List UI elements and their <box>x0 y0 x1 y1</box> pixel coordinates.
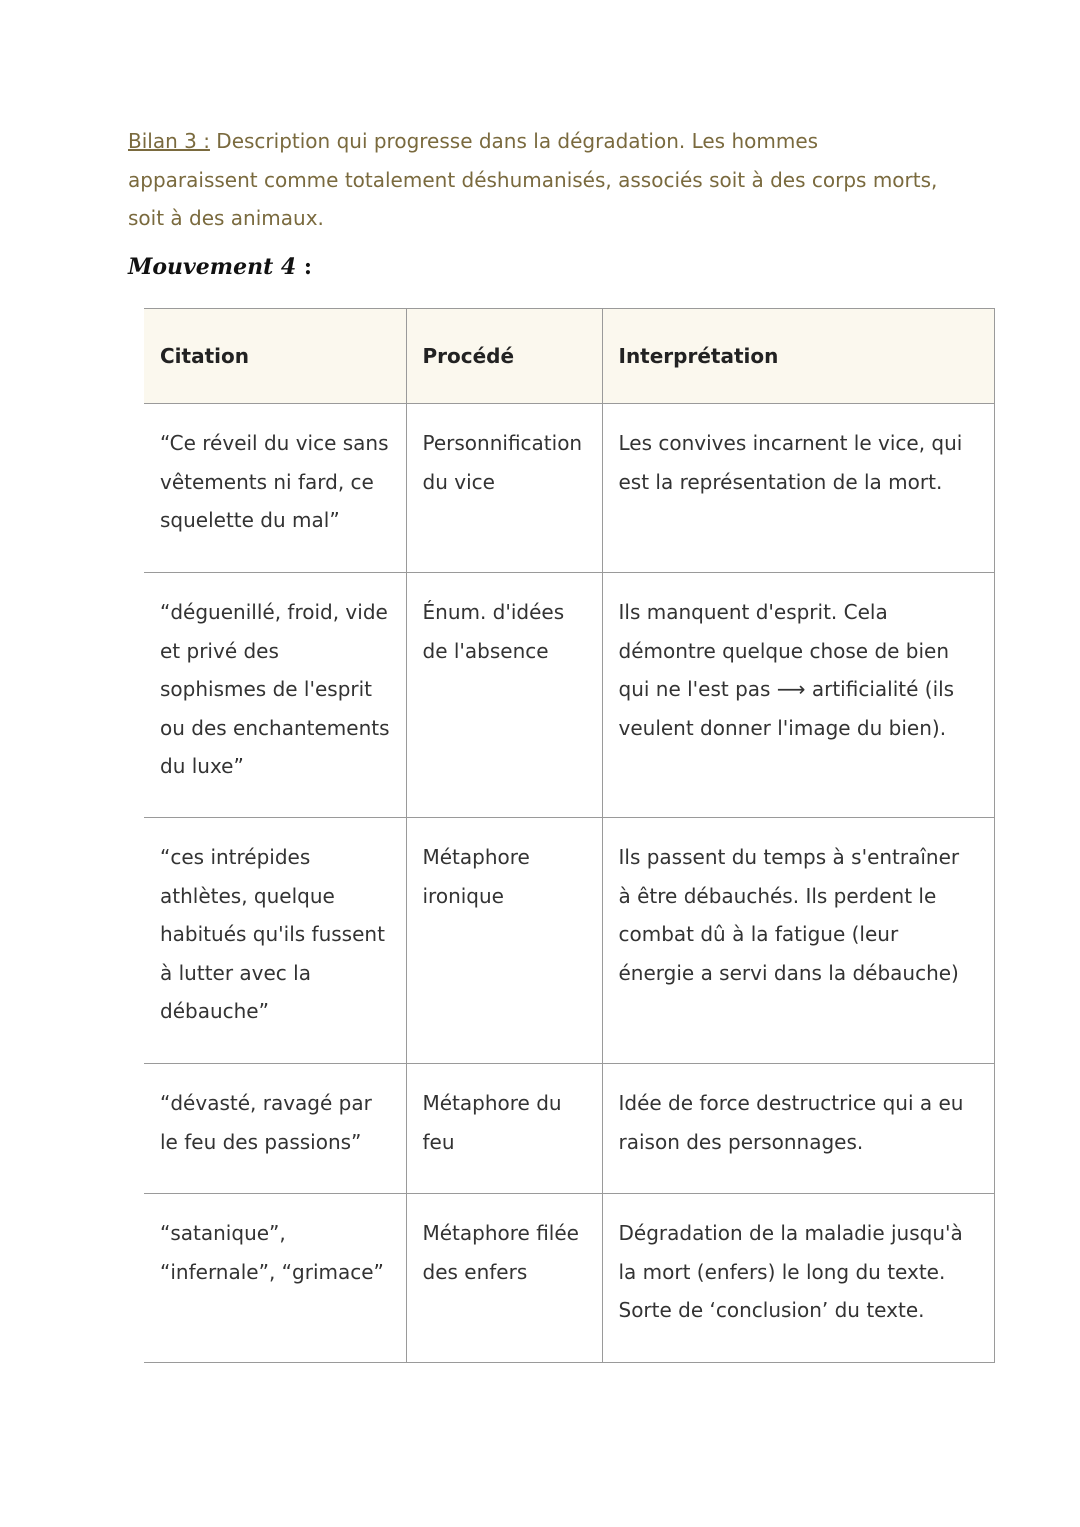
header-citation: Citation <box>144 309 406 404</box>
cell-interpretation: Idée de force destructrice qui a eu raison des personnages. <box>602 1064 994 1194</box>
table-row <box>144 1064 994 1194</box>
cell-citation: “dévasté, ravagé par le feu des passions” <box>144 1064 406 1194</box>
cell-procede: Énum. d'idées de l'absence <box>406 573 602 818</box>
bilan-text: Description qui progresse dans la dégradation. Les hommes apparaissent comme totalement déshumanisés, associés soit à des corps morts, soit à des animaux. <box>128 129 938 230</box>
cell-interpretation: Les convives incarnent le vice, qui est la représentation de la mort. <box>602 404 994 573</box>
table-row <box>144 1194 994 1363</box>
section-heading-label: Mouvement 4 <box>128 254 297 280</box>
cell-procede: Personnification du vice <box>406 404 602 573</box>
cell-procede: Métaphore du feu <box>406 1064 602 1194</box>
cell-interpretation: Ils passent du temps à s'entraîner à être débauchés. Ils perdent le combat dû à la fatigue (leur énergie a servi dans la débauche) <box>602 818 994 1064</box>
cell-procede: Métaphore filée des enfers <box>406 1194 602 1363</box>
table-body <box>144 404 994 1363</box>
header-procede: Procédé <box>406 309 602 404</box>
cell-interpretation: Dégradation de la maladie jusqu'à la mort (enfers) le long du texte. Sorte de ‘conclusion’ du texte. <box>602 1194 994 1363</box>
analysis-table <box>144 308 995 1363</box>
table-header <box>144 309 994 404</box>
cell-citation: “satanique”, “infernale”, “grimace” <box>144 1194 406 1363</box>
cell-citation: “déguenillé, froid, vide et privé des sophismes de l'esprit ou des enchantements du luxe” <box>144 573 406 818</box>
cell-citation: “ces intrépides athlètes, quelque habitués qu'ils fussent à lutter avec la débauche” <box>144 818 406 1064</box>
bilan-label: Bilan 3 : <box>128 129 210 153</box>
section-heading <box>128 254 312 280</box>
header-interpretation: Interprétation <box>602 309 994 404</box>
header-row <box>144 309 994 404</box>
section-heading-colon: : <box>296 254 312 280</box>
bilan-paragraph <box>128 122 948 238</box>
table-row <box>144 573 994 818</box>
cell-citation: “Ce réveil du vice sans vêtements ni fard, ce squelette du mal” <box>144 404 406 573</box>
cell-interpretation: Ils manquent d'esprit. Cela démontre quelque chose de bien qui ne l'est pas ⟶ artificialité (ils veulent donner l'image du bien). <box>602 573 994 818</box>
table-row <box>144 404 994 573</box>
table-row <box>144 818 994 1064</box>
cell-procede: Métaphore ironique <box>406 818 602 1064</box>
